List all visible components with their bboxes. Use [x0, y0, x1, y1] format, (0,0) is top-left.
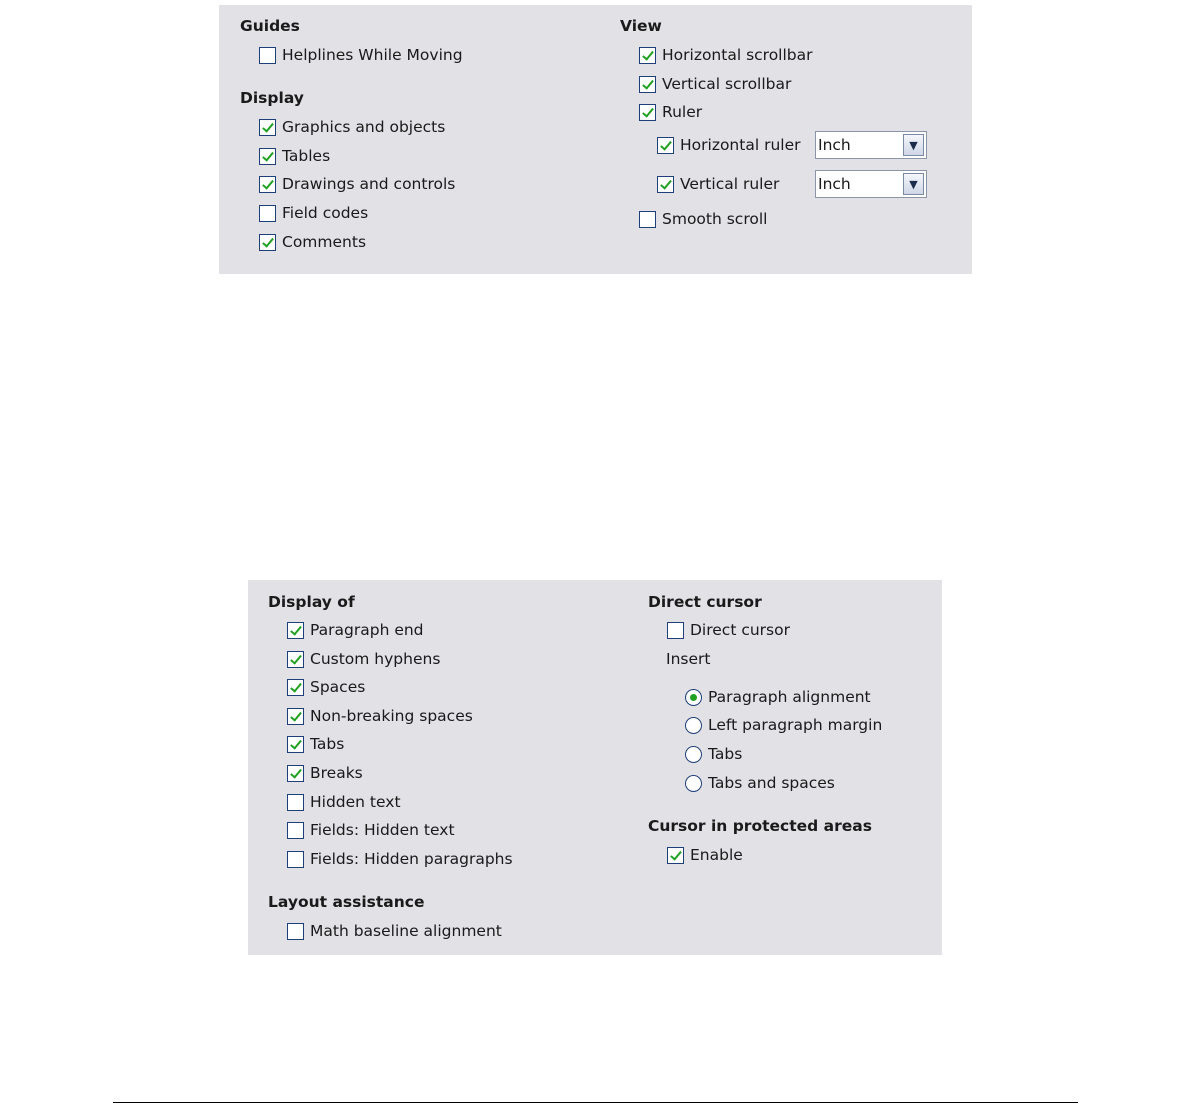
direct-cursor-row[interactable] — [667, 619, 790, 641]
math-baseline-checkbox[interactable] — [287, 923, 304, 940]
hidden-text-label: Hidden text — [310, 793, 401, 811]
non-breaking-spaces-checkbox[interactable] — [287, 708, 304, 725]
left-paragraph-margin-radio[interactable] — [685, 717, 702, 734]
graphics-checkbox-row[interactable] — [259, 116, 445, 138]
horizontal-ruler-row[interactable] — [657, 134, 800, 156]
left-paragraph-margin-label: Left paragraph margin — [708, 716, 883, 734]
breaks-row[interactable] — [287, 762, 363, 784]
horizontal-ruler-checkbox[interactable] — [657, 137, 674, 154]
vertical-ruler-row[interactable] — [657, 173, 779, 195]
smooth-scroll-label: Smooth scroll — [662, 210, 768, 228]
left-paragraph-margin-row[interactable] — [685, 714, 882, 736]
tables-checkbox-row[interactable] — [259, 145, 330, 167]
display-heading: Display — [240, 89, 304, 107]
horizontal-ruler-unit-value: Inch — [818, 136, 851, 154]
fields-hidden-text-checkbox[interactable] — [287, 822, 304, 839]
vertical-scrollbar-row[interactable] — [639, 73, 791, 95]
insert-label: Insert — [666, 650, 711, 668]
paragraph-end-label: Paragraph end — [310, 621, 424, 639]
vertical-ruler-unit-select[interactable] — [815, 170, 927, 198]
fields-hidden-text-row[interactable] — [287, 819, 455, 841]
drawings-checkbox-row[interactable] — [259, 173, 455, 195]
breaks-checkbox[interactable] — [287, 765, 304, 782]
view-heading: View — [620, 17, 662, 35]
enable-label: Enable — [690, 846, 743, 864]
breaks-label: Breaks — [310, 764, 363, 782]
view-options-panel — [219, 5, 972, 274]
enable-checkbox[interactable] — [667, 847, 684, 864]
non-breaking-spaces-label: Non-breaking spaces — [310, 707, 473, 725]
paragraph-end-checkbox[interactable] — [287, 622, 304, 639]
tabs-and-spaces-row[interactable] — [685, 772, 835, 794]
math-baseline-label: Math baseline alignment — [310, 922, 502, 940]
ruler-checkbox[interactable] — [639, 104, 656, 121]
paragraph-alignment-radio[interactable] — [685, 689, 702, 706]
vertical-ruler-unit-value: Inch — [818, 175, 851, 193]
guides-heading: Guides — [240, 17, 300, 35]
direct-cursor-label: Direct cursor — [690, 621, 790, 639]
tabs-and-spaces-radio[interactable] — [685, 775, 702, 792]
chevron-down-icon[interactable]: ▼ — [903, 134, 924, 156]
comments-label: Comments — [282, 233, 367, 251]
protected-areas-heading: Cursor in protected areas — [648, 817, 872, 835]
helplines-checkbox-row[interactable] — [259, 44, 463, 66]
horizontal-scrollbar-label: Horizontal scrollbar — [662, 46, 813, 64]
direct-cursor-checkbox[interactable] — [667, 622, 684, 639]
horizontal-ruler-label: Horizontal ruler — [680, 136, 801, 154]
fields-hidden-paragraphs-checkbox[interactable] — [287, 851, 304, 868]
graphics-checkbox[interactable] — [259, 119, 276, 136]
insert-tabs-radio[interactable] — [685, 746, 702, 763]
enable-row[interactable] — [667, 844, 743, 866]
smooth-scroll-row[interactable] — [639, 208, 767, 230]
horizontal-scrollbar-row[interactable] — [639, 44, 813, 66]
graphics-label: Graphics and objects — [282, 118, 446, 136]
custom-hyphens-checkbox[interactable] — [287, 651, 304, 668]
fields-hidden-paragraphs-row[interactable] — [287, 848, 513, 870]
paragraph-alignment-label: Paragraph alignment — [708, 688, 871, 706]
hidden-text-row[interactable] — [287, 791, 401, 813]
helplines-checkbox[interactable] — [259, 47, 276, 64]
spaces-checkbox[interactable] — [287, 679, 304, 696]
vertical-ruler-checkbox[interactable] — [657, 176, 674, 193]
math-baseline-row[interactable] — [287, 920, 502, 942]
horizontal-ruler-unit-select[interactable] — [815, 131, 927, 159]
ruler-label: Ruler — [662, 103, 703, 121]
smooth-scroll-checkbox[interactable] — [639, 211, 656, 228]
paragraph-alignment-row[interactable] — [685, 686, 871, 708]
spaces-row[interactable] — [287, 676, 365, 698]
insert-tabs-label: Tabs — [708, 745, 743, 763]
hidden-text-checkbox[interactable] — [287, 794, 304, 811]
helplines-label: Helplines While Moving — [282, 46, 463, 64]
ruler-row[interactable] — [639, 101, 702, 123]
footer-rule — [113, 1102, 1078, 1103]
comments-checkbox[interactable] — [259, 234, 276, 251]
drawings-checkbox[interactable] — [259, 176, 276, 193]
field-codes-label: Field codes — [282, 204, 369, 222]
horizontal-scrollbar-checkbox[interactable] — [639, 47, 656, 64]
comments-checkbox-row[interactable] — [259, 231, 366, 253]
tabs-row[interactable] — [287, 733, 344, 755]
tabs-checkbox[interactable] — [287, 736, 304, 753]
tables-checkbox[interactable] — [259, 148, 276, 165]
vertical-scrollbar-label: Vertical scrollbar — [662, 75, 792, 93]
fields-hidden-text-label: Fields: Hidden text — [310, 821, 455, 839]
tabs-label: Tabs — [310, 735, 345, 753]
field-codes-checkbox-row[interactable] — [259, 202, 368, 224]
vertical-ruler-label: Vertical ruler — [680, 175, 780, 193]
direct-cursor-heading: Direct cursor — [648, 593, 762, 611]
display-of-heading: Display of — [268, 593, 355, 611]
formatting-aids-panel — [248, 580, 942, 955]
layout-assistance-heading: Layout assistance — [268, 893, 425, 911]
drawings-label: Drawings and controls — [282, 175, 456, 193]
tabs-and-spaces-label: Tabs and spaces — [708, 774, 835, 792]
chevron-down-icon[interactable]: ▼ — [903, 173, 924, 195]
custom-hyphens-label: Custom hyphens — [310, 650, 441, 668]
custom-hyphens-row[interactable] — [287, 648, 440, 670]
spaces-label: Spaces — [310, 678, 366, 696]
vertical-scrollbar-checkbox[interactable] — [639, 76, 656, 93]
field-codes-checkbox[interactable] — [259, 205, 276, 222]
insert-tabs-row[interactable] — [685, 743, 742, 765]
paragraph-end-row[interactable] — [287, 619, 424, 641]
tables-label: Tables — [282, 147, 331, 165]
fields-hidden-paragraphs-label: Fields: Hidden paragraphs — [310, 850, 513, 868]
non-breaking-spaces-row[interactable] — [287, 705, 473, 727]
